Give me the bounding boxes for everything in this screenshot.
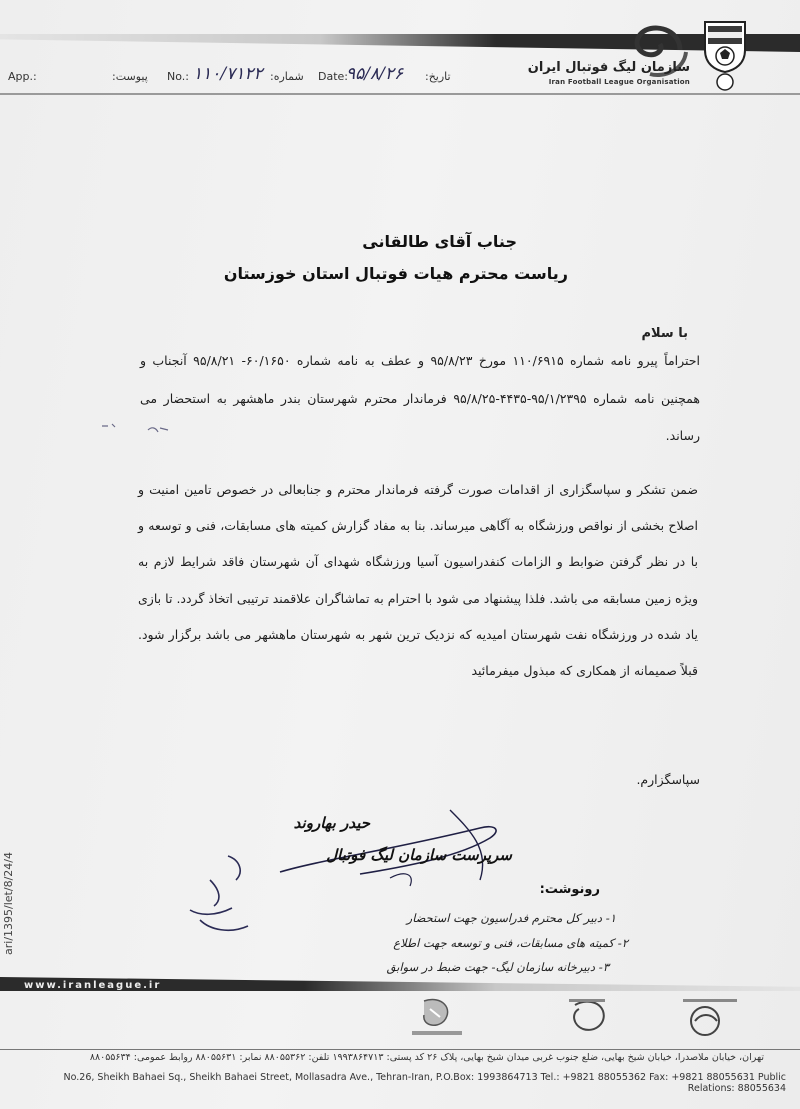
sponsor-logo-right — [675, 995, 745, 1039]
cc-item: ۲- کمیته های مسابقات، فنی و توسعه جهت اطلاع — [393, 936, 628, 950]
handwritten-annotation — [170, 850, 260, 940]
number-label-fa: شماره: — [270, 70, 304, 83]
paragraph-1: احتراماً پیرو نامه شماره ۱۱۰/۶۹۱۵ مورخ ۹۵/۸/۲۳ و عطف به نامه شماره ۶۰/۱۶۵۰- ۹۵/۸/۲۱ آنجناب و همچنین نامه شماره ۹۵/۱/۲۳۹۵-۴۴۳۵-۹۵/۸/۲۵ فرماندار محترم شهرستان بندر ماهشهر به استحضار می رساند. — [140, 353, 700, 443]
org-name-fa: سازمان لیگ فوتبال ایران — [527, 60, 690, 75]
footer-divider — [0, 1049, 800, 1050]
address-en: No.26, Sheikh Bahaei Sq., Sheikh Bahaei Street, Mollasadra Ave., Tehran-Iran, P.O.Box: 1993864713 Tel.: +9821 88055362 Fax: +9821 88055631 Public Relations: 88055634 — [63, 1072, 786, 1094]
signatory-name: حیدر بهاروند — [293, 814, 370, 832]
address-fa: تهران، خیابان ملاصدرا، خیابان شیخ بهایی، ضلع جنوب غربی میدان شیخ بهایی، پلاک ۲۶ کد پستی: ۱۹۹۳۸۶۴۷۱۳ تلفن: ۸۸۰۵۵۳۶۲ نمابر: ۸۸۰۵۵۶۳۱ روابط عمومی: ۸۸۰۵۵۶۳۴ — [89, 1052, 764, 1063]
paragraph-2: ضمن تشکر و سپاسگزاری از اقدامات صورت گرفته فرماندار محترم و جنابعالی در خصوص تامین امنیت و اصلاح بخشی از نواقص ورزشگاه به آگاهی میرساند. بنا به مفاد گزارش کمیته های مسابقات، فنی و توسعه و با در نظر گرفتن ضوابط و الزامات کنفدراسیون آسیا ورزشگاه شهدای آن شهرستان فاقد شرایط لازم به ویژه زمین مسابقه می باشد. فلذا پیشنهاد می شود با احترام به تماشاگران علاقمند ترتیبی اتخاذ گردد. تا بازی یاد شده در ورزشگاه نفت شهرستان امیدیه که نزدیک ترین شهر به شهرستان ماهشهر می باشد برگزار شود. قبلاً صمیمانه از همکاری که مبذول میفرمائید — [138, 482, 698, 679]
closing: سپاسگزارم. — [636, 772, 700, 787]
date-label: Date: — [318, 70, 348, 83]
letter-date: ۹۵/۸/۲۶ — [346, 64, 404, 84]
org-name-en: Iran Football League Organisation — [548, 78, 690, 86]
no-label: No.: — [167, 70, 189, 83]
website: www.iranleague.ir — [24, 980, 162, 991]
sponsor-logo-left — [402, 995, 472, 1039]
attachment-label: پیوست: — [112, 70, 148, 83]
cc-item: ۳- دبیرخانه سازمان لیگ- جهت ضبط در سوابق — [386, 960, 609, 974]
ink-mark — [100, 418, 180, 438]
side-reference: ari/1395/let/8/24/4 — [2, 852, 15, 955]
cc-item: ۱- دبیر کل محترم فدراسیون جهت استحضار — [406, 911, 616, 925]
addressee: جناب آقای طالقانی — [362, 232, 517, 251]
sponsor-logo-center — [555, 995, 625, 1039]
date-label-fa: تاریخ: — [425, 70, 451, 83]
app-label: App.: — [8, 70, 37, 83]
greeting: با سلام — [641, 326, 688, 341]
letter-number: ۱۱۰/۷۱۲۲ — [193, 64, 263, 84]
federation-emblem — [702, 20, 748, 92]
header-divider — [0, 93, 800, 95]
cc-heading: رونوشت: — [539, 882, 600, 897]
addressee-title: ریاست محترم هیات فوتبال استان خوزستان — [223, 264, 568, 283]
signatory-title: سرپرست سازمان لیگ فوتبال — [326, 846, 512, 864]
